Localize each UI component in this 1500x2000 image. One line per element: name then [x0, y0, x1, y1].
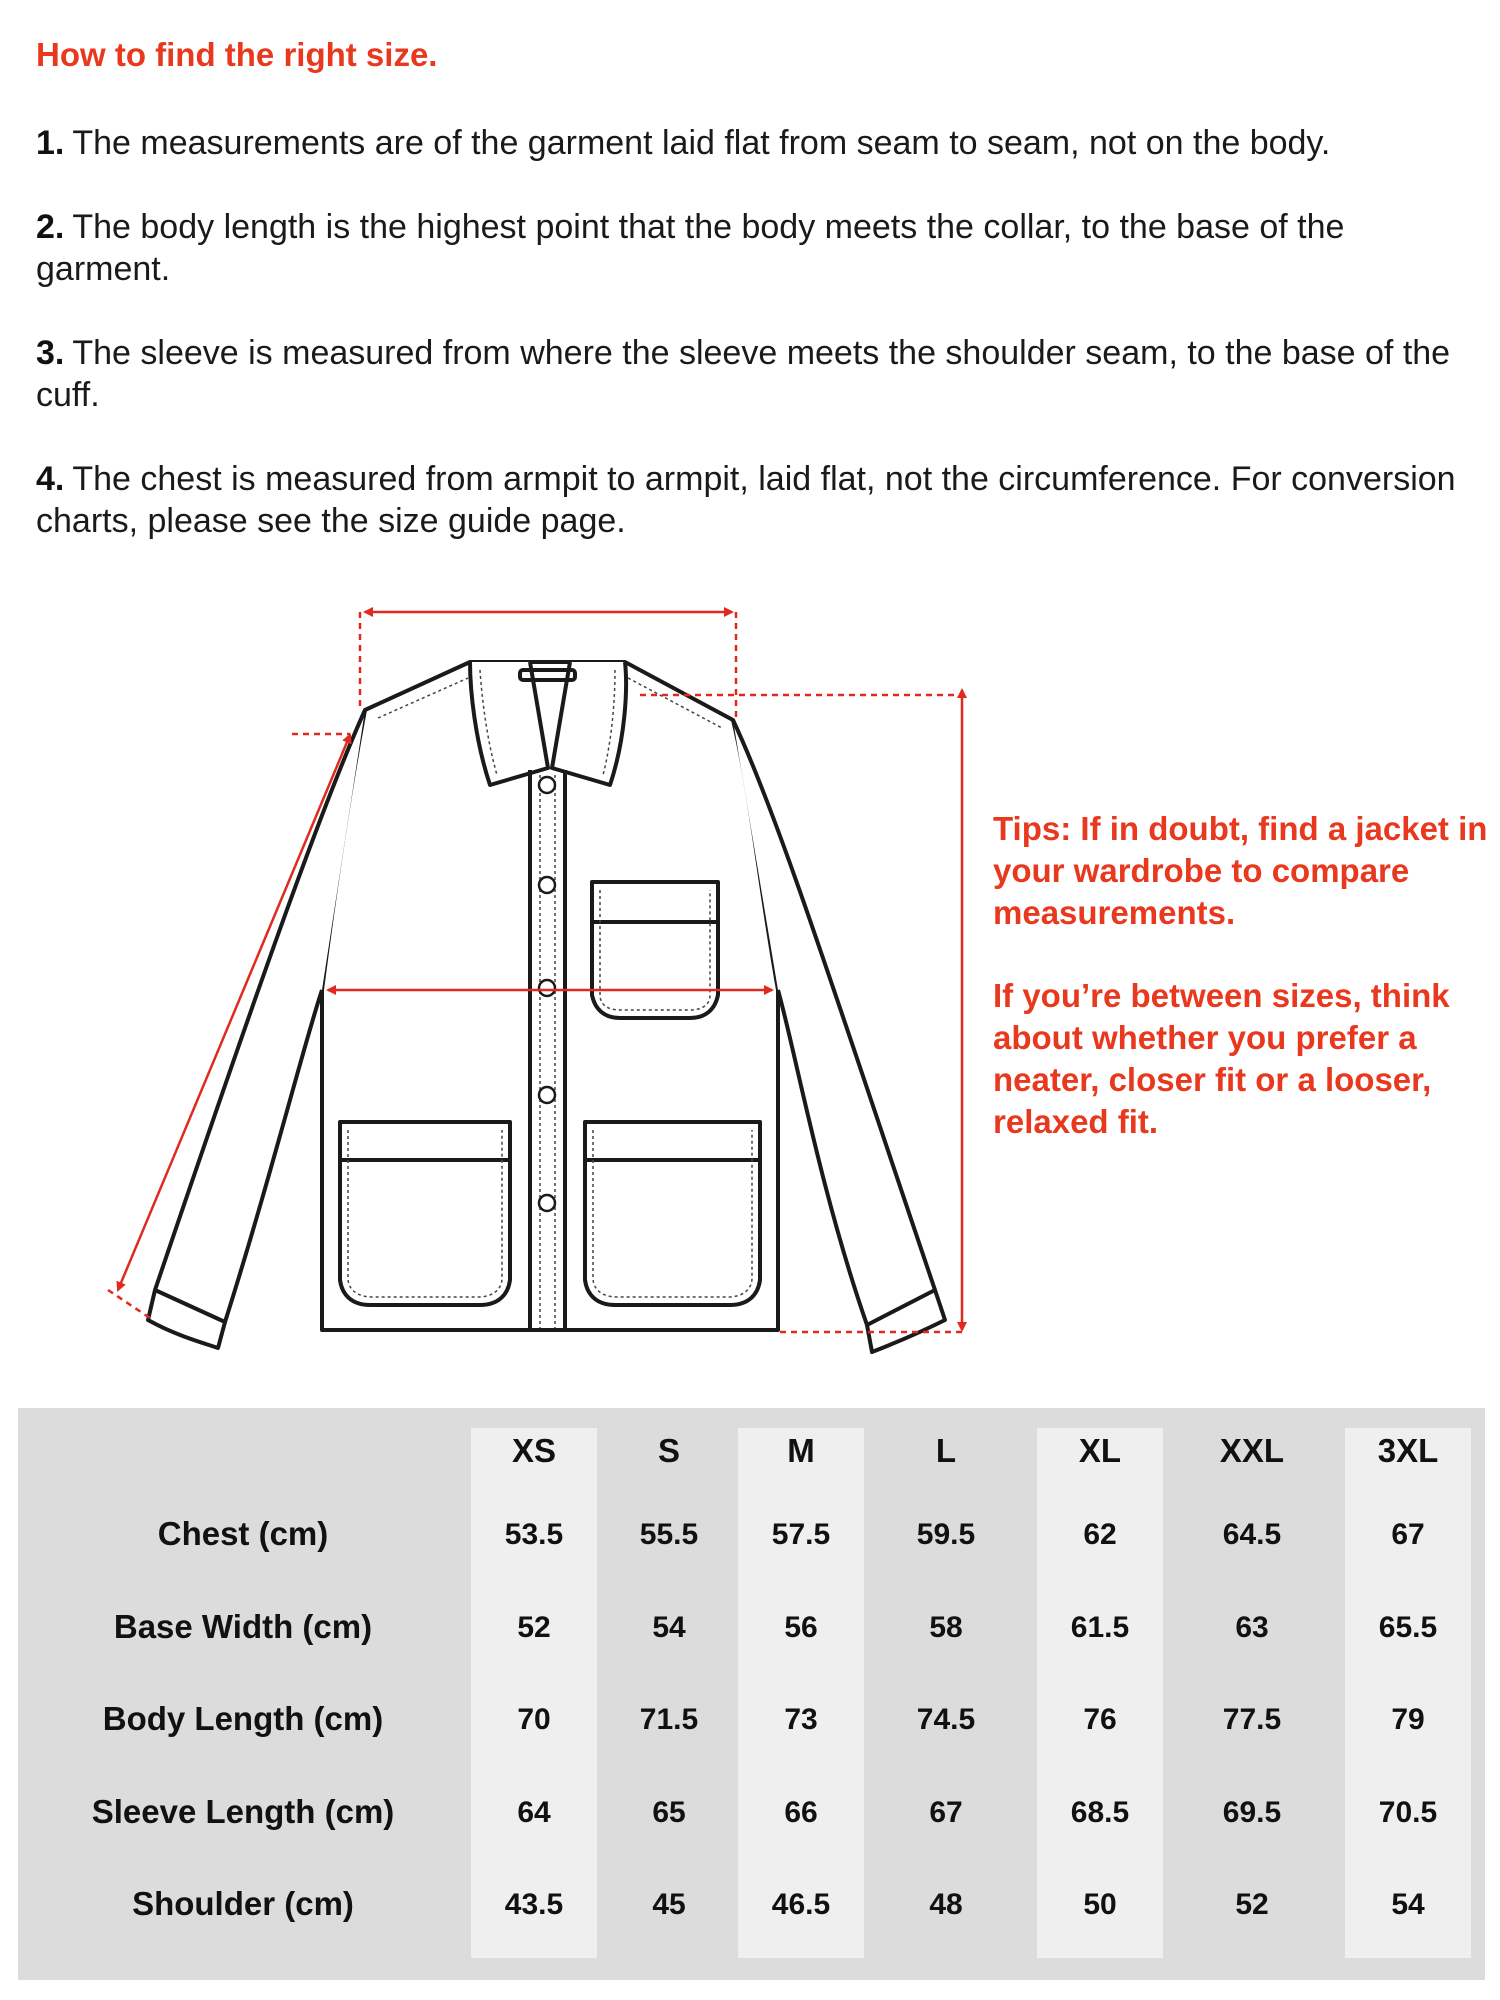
sleeve-guide-bottom — [108, 1290, 150, 1318]
jacket-outline — [148, 662, 945, 1352]
measurement-value: 54 — [652, 1611, 686, 1644]
measurement-value: 52 — [1235, 1888, 1269, 1921]
size-column-highlight — [738, 1428, 864, 1958]
measurement-label: Sleeve Length (cm) — [91, 1793, 395, 1830]
measurement-label: Shoulder (cm) — [132, 1885, 354, 1922]
measurement-label: Base Width (cm) — [113, 1608, 373, 1645]
size-column-highlight — [471, 1428, 597, 1958]
measurement-value: 64.5 — [1222, 1518, 1282, 1551]
instruction-4 — [36, 458, 1476, 542]
measurement-value: 59.5 — [916, 1518, 976, 1551]
measurement-value: 67 — [1391, 1518, 1425, 1551]
measurement-value: 50 — [1083, 1888, 1117, 1921]
measurement-value: 43.5 — [504, 1888, 564, 1921]
size-header: M — [787, 1432, 815, 1469]
instruction-text: The body length is the highest point that the body meets the collar, to the base of the garment. — [36, 208, 1345, 288]
instruction-2 — [36, 206, 1476, 290]
instruction-number: 3. — [36, 334, 65, 372]
measurement-value: 67 — [929, 1796, 963, 1829]
tip-compare: Tips: If in doubt, find a jacket in your wardrobe to compare measurements. — [993, 810, 1488, 931]
measurement-value: 52 — [517, 1611, 551, 1644]
instruction-number: 1. — [36, 124, 65, 162]
measurement-value: 46.5 — [771, 1888, 831, 1921]
measurement-value: 71.5 — [639, 1703, 699, 1736]
measurement-value: 69.5 — [1222, 1796, 1282, 1829]
size-header: XL — [1078, 1432, 1122, 1469]
instruction-text: The chest is measured from armpit to armpit, laid flat, not the circumference. For conversion charts, please see the size guide page. — [36, 460, 1456, 540]
measurement-value: 61.5 — [1070, 1611, 1130, 1644]
page-heading: How to find the right size. — [36, 36, 438, 73]
measurement-value: 56 — [784, 1611, 818, 1644]
measurement-value: 70 — [517, 1703, 551, 1736]
instruction-number: 2. — [36, 208, 65, 246]
measurement-label: Body Length (cm) — [102, 1700, 384, 1737]
measurement-value: 64 — [517, 1796, 551, 1829]
measurement-value: 45 — [652, 1888, 686, 1921]
measurement-value: 68.5 — [1070, 1796, 1130, 1829]
measurement-value: 66 — [784, 1796, 818, 1829]
tip-between-sizes: If you’re between sizes, think about whether you prefer a neater, closer fit or a looser, relaxed fit. — [993, 977, 1450, 1140]
instruction-1 — [36, 122, 1476, 164]
instruction-number: 4. — [36, 460, 65, 498]
measurement-value: 57.5 — [771, 1518, 831, 1551]
measurement-value: 48 — [929, 1888, 963, 1921]
size-header: L — [935, 1432, 957, 1469]
measurement-value: 70.5 — [1378, 1796, 1438, 1829]
measurement-value: 58 — [929, 1611, 963, 1644]
instruction-3 — [36, 332, 1476, 416]
instruction-text: The measurements are of the garment laid flat from seam to seam, not on the body. — [72, 124, 1331, 162]
measurement-value: 54 — [1391, 1888, 1425, 1921]
measurement-value: 77.5 — [1222, 1703, 1282, 1736]
measurement-value: 73 — [784, 1703, 818, 1736]
size-header: 3XL — [1377, 1432, 1439, 1469]
measurement-value: 76 — [1083, 1703, 1117, 1736]
measurement-value: 74.5 — [916, 1703, 976, 1736]
jacket-measurement-diagram — [0, 590, 990, 1360]
measurement-value: 65.5 — [1378, 1611, 1438, 1644]
size-header: XXL — [1219, 1432, 1285, 1469]
instruction-text: The sleeve is measured from where the sleeve meets the shoulder seam, to the base of the cuff. — [36, 334, 1451, 414]
size-column-highlight — [1037, 1428, 1163, 1958]
measurement-value: 53.5 — [504, 1518, 564, 1551]
size-header: S — [657, 1432, 680, 1469]
size-header: XS — [511, 1432, 557, 1469]
measurement-value: 63 — [1235, 1611, 1269, 1644]
measurement-value: 65 — [652, 1796, 686, 1829]
measurement-value: 62 — [1083, 1518, 1117, 1551]
measurement-label: Chest (cm) — [157, 1515, 329, 1552]
size-column-highlight — [1345, 1428, 1471, 1958]
measurement-value: 79 — [1391, 1703, 1425, 1736]
measurement-value: 55.5 — [639, 1518, 699, 1551]
